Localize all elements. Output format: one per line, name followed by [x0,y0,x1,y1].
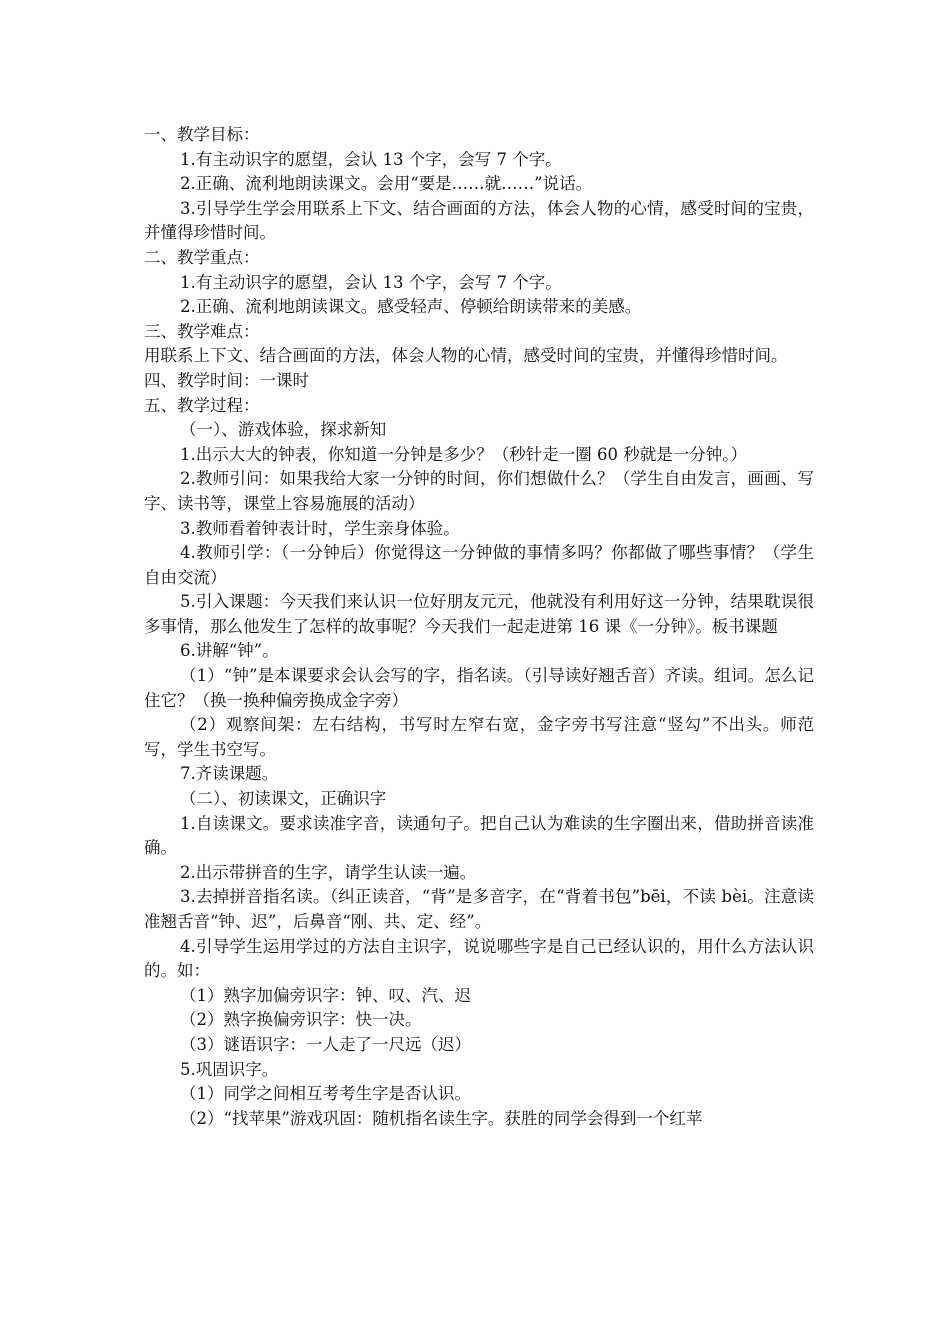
paragraph: 1.有主动识字的愿望，会认 13 个字，会写 7 个字。 [180,149,562,169]
paragraph: 5.引入课题：今天我们来认识一位好朋友元元，他就没有利用好这一分钟，结果耽误很多事情，那么他发生了怎样的故事呢？今天我们一起走进第 16 课《一分钟》。板书课题 [144,592,814,636]
paragraph: 1.自读课文。要求读准字音，读通句子。把自己认为难读的生字圈出来，借助拼音读准确。 [144,813,814,858]
paragraph: 7.齐读课题。 [180,764,279,784]
paragraph: （1）“钟”是本课要求会认会写的字，指名读。（引导读好翘舌音）齐读。组词。怎么记住它？（换一换种偏旁换成金字旁） [144,666,814,710]
paragraph: （一）、游戏体验，探求新知 [180,420,387,440]
paragraph: 用联系上下文、结合画面的方法，体会人物的心情，感受时间的宝贵，并懂得珍惜时间。 [144,346,788,366]
paragraph: 二、教学重点： [144,247,260,267]
paragraph: 4.教师引学：（一分钟后）你觉得这一分钟做的事情多吗？你都做了哪些事情？（学生自由交流） [144,543,814,587]
paragraph: 3.去掉拼音指名读。（纠正读音，“背”是多音字，在“背着书包”bēi，不读 bèi。注意读准翘舌音“钟、迟”，后鼻音“刚、共、定、经”。 [144,887,814,931]
paragraph: 5.巩固识字。 [180,1059,279,1079]
paragraph: 2.正确、流利地朗读课文。会用“要是……就……”说话。 [180,174,593,194]
paragraph: （3）谜语识字：一人走了一尺远（迟） [180,1034,471,1054]
paragraph: 3.引导学生学会用联系上下文、结合画面的方法，体会人物的心情，感受时间的宝贵，并懂得珍惜时间。 [144,198,814,243]
paragraph: 2.出示带拼音的生字，请学生认读一遍。 [180,862,477,882]
paragraph: （二）、初读课文，正确识字 [180,789,387,809]
paragraph: 一、教学目标： [144,125,260,144]
paragraph: 三、教学难点： [144,321,260,341]
paragraph: 1.有主动识字的愿望，会认 13 个字，会写 7 个字。 [180,272,562,292]
document-body [144,123,814,1131]
paragraph: （1）同学之间相互考考生字是否认识。 [180,1084,471,1104]
paragraph: 1.出示大大的钟表，你知道一分钟是多少？（秒针走一圈 60 秒就是一分钟。） [180,444,747,464]
paragraph: 2.教师引问：如果我给大家一分钟的时间，你们想做什么？（学生自由发言，画画、写字、读书等，课堂上容易施展的活动） [144,469,814,513]
paragraph: （1）熟字加偏旁识字：钟、叹、汽、迟 [180,985,471,1005]
paragraph: 2.正确、流利地朗读课文。感受轻声、停顿给朗读带来的美感。 [180,297,642,317]
paragraph: 6.讲解“钟”。 [180,641,279,661]
paragraph: （2）观察间架：左右结构，书写时左窄右宽，金字旁书写注意“竖勾”不出头。师范写，学生书空写。 [144,715,814,759]
paragraph: （2）熟字换偏旁识字：快一决。 [180,1010,422,1030]
paragraph: （2）“找苹果”游戏巩固：随机指名读生字。获胜的同学会得到一个红苹 [180,1108,703,1128]
paragraph: 四、教学时间：一课时 [144,370,309,390]
paragraph: 3.教师看着钟表计时，学生亲身体验。 [180,518,460,538]
paragraph: 五、教学过程： [144,395,260,415]
paragraph: 4.引导学生运用学过的方法自主识字，说说哪些字是自己已经认识的，用什么方法认识的。如： [144,936,814,981]
